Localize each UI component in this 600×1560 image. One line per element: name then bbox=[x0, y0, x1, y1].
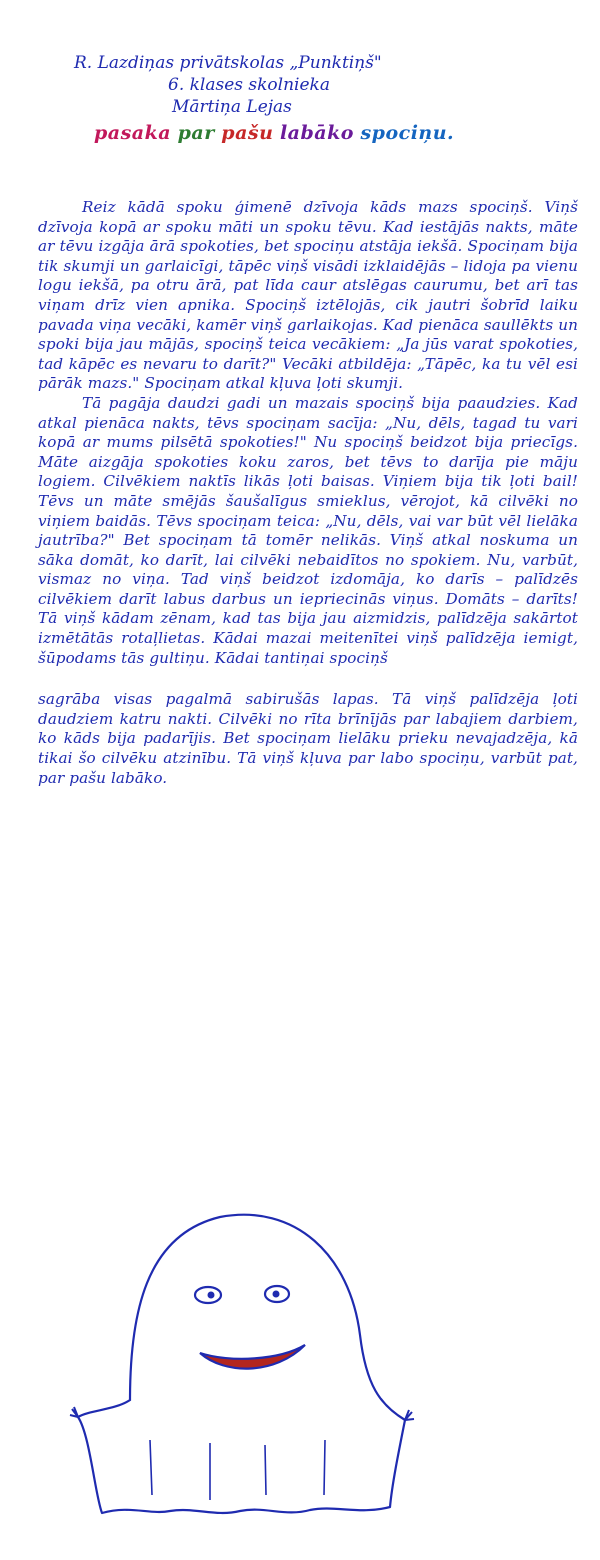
story-title bbox=[60, 122, 560, 144]
story-paragraph: Reiz kādā spoku ģimenē dzīvoja kāds mazs spociņš. Viņš dzīvoja kopā ar spoku māti un spoku tēvu. Kad iestājās nakts, māte ar tēvu izgāja ārā spokoties, bet spociņu atstāja iekšā. Spociņam bija tik skumji un garlaicīgi, tāpēc viņš visādi izklaidējās – lidoja pa vienu logu iekšā, pa otru ārā, pat līda caur atslēgas caurumu, bet arī tas viņam drīz vien apnika. Spociņš iztēlojās, cik jautri šobrīd laiku pavada viņa vecāki, kamēr viņš garlaikojas. Kad pienāca saullēkts un spoki bija jau mājās, spociņš teica vecākiem: „Ja jūs varat spokoties, tad kāpēc es nevaru to darīt?" Vecāki atbildēja: „Tāpēc, ka tu vēl esi pārāk mazs." Spociņam atkal kļuva ļoti skumji. bbox=[38, 198, 578, 393]
title-word: labāko bbox=[279, 122, 354, 144]
right-pupil bbox=[273, 1291, 280, 1298]
left-pupil bbox=[208, 1292, 215, 1299]
ghost-drawing bbox=[60, 1195, 420, 1525]
right-hand bbox=[405, 1410, 414, 1420]
school-line: R. Lazdiņas privātskolas „Punktiņš" bbox=[74, 53, 382, 73]
story-body bbox=[38, 198, 578, 788]
left-hand bbox=[70, 1407, 78, 1417]
page-header bbox=[60, 52, 560, 144]
title-word: pašu bbox=[221, 122, 274, 144]
author-line: Mārtiņa Lejas bbox=[172, 97, 292, 117]
ghost-mouth bbox=[200, 1345, 305, 1369]
story-paragraph: sagrāba visas pagalmā sabirušās lapas. Tā viņš palīdzēja ļoti daudziem katru nakti. Cilvēki no rīta brīnījās par labajiem darbiem, ko kāds bija padarījis. Bet spociņam lielāku prieku nevajadzēja, kā tikai šo cilvēku atzinību. Tā viņš kļuva par labo spociņu, varbūt pat, par pašu labāko. bbox=[38, 690, 578, 787]
story-paragraph: Tā pagāja daudzi gadi un mazais spociņš bija paaudzies. Kad atkal pienāca nakts, tēvs spociņam sacīja: „Nu, dēls, tagad tu vari kopā ar mums pilsētā spokoties!" Nu spociņš beidzot bija priecīgs. Māte aizgāja spokoties koku zaros, bet tēvs to darīja pie māju logiem. Cilvēkiem naktīs likās ļoti baisas. Viņiem bija tik ļoti bail! Tēvs un māte smējās šaušalīgus smieklus, vērojot, kā cilvēki no viņiem baidās. Tēvs spociņam teica: „Nu, dēls, vai var būt vēl lielāka jautrība?" Bet spociņam tā tomēr nelikās. Viņš atkal noskuma un sāka domāt, ko darīt, lai cilvēki nebaidītos no spokiem. Nu, varbūt, vismaz no viņa. Tad viņš beidzot izdomāja, ko darīs – palīdzēs cilvēkiem darīt labus darbus un iepriecinās viņus. Domāts – darīts! Tā viņš kādam zēnam, kad tas bija jau aizmidzis, palīdzēja sakārtot izmētātās rotaļlietas. Kādai mazai meitenītei viņš palīdzēja iemigt, šūpodams tās gultiņu. Kādai tantiņai spociņš bbox=[38, 393, 578, 667]
title-word: pasaka bbox=[94, 122, 172, 144]
title-word: spociņu. bbox=[360, 122, 455, 144]
class-line: 6. klases skolnieka bbox=[168, 75, 330, 95]
sheet-folds bbox=[150, 1440, 325, 1500]
title-word: par bbox=[177, 122, 215, 144]
